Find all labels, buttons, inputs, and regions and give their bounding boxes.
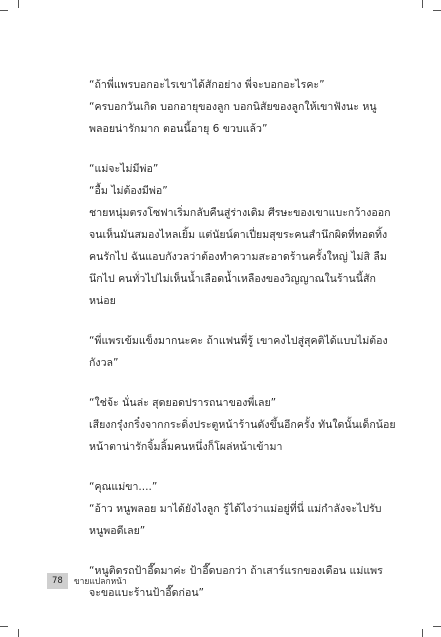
paragraph-1 <box>89 74 379 140</box>
text-line: หน้าตาน่ารักจิ้มลิ้มคนหนึ่งก็โผล่หน้าเข้ามา <box>89 441 283 453</box>
text-line: “คุณแม่ขา....” <box>89 481 158 493</box>
paragraph-4 <box>89 392 396 458</box>
page-number: 78 <box>47 573 68 589</box>
body-text <box>89 74 396 622</box>
text-line: หน่อย <box>89 295 116 307</box>
page-footer <box>47 573 127 589</box>
crop-mark-top-left-v <box>18 0 19 8</box>
paragraph-2 <box>89 158 391 312</box>
crop-mark-bottom-left-v <box>18 629 19 637</box>
paragraph-5 <box>89 476 382 542</box>
text-line: พลอยน่ารักมาก ตอนนี้อายุ 6 ขวบแล้ว” <box>89 123 268 135</box>
text-line: “ถ้าพี่แพรบอกอะไรเขาได้สักอย่าง พี่จะบอกอะไรคะ” <box>89 79 325 91</box>
crop-mark-top-left-h <box>0 10 8 11</box>
text-line: หนูพอดีเลย” <box>89 525 146 537</box>
text-line: “แม่จะไม่มีพ่อ” <box>89 163 159 175</box>
text-line: “อื้ม ไม่ต้องมีพ่อ” <box>89 185 168 197</box>
text-line: ชายหนุ่มตรงโซฟาเริ่มกลับคืนสู่ร่างเดิม ศีรษะของเขาแบะกว้างออก <box>89 207 391 219</box>
text-line: “อ้าว หนูพลอย มาได้ยังไงลูก รู้ได้ไงว่าแม่อยู่ที่นี่ แม่กำลังจะไปรับ <box>89 503 382 515</box>
running-title: ขายแปลกหน้า <box>73 577 127 587</box>
text-line: เสียงกรุ๋งกริ๋งจากกระดิ่งประตูหน้าร้านดังขึ้นอีกครั้ง ทันใดนั้นเด็กน้อย <box>89 419 396 431</box>
text-line: “หนูติดรถป้าอี๊ดมาค่ะ ป้าอี๊ดบอกว่า ถ้าเสาร์แรกของเดือน แม่แพร <box>89 565 383 577</box>
text-line: “ใช่จ้ะ นั่นล่ะ สุดยอดปรารถนาของพี่เลย” <box>89 397 277 409</box>
paragraph-3 <box>89 330 388 374</box>
text-line: นึกไป คนทั่วไปไม่เห็นน้ำเลือดน้ำเหลืองของวิญญาณในร้านนี้สัก <box>89 273 376 285</box>
text-line: จนเห็นมันสมองไหลเยิ้ม แต่นัยน์ตาเปี่ยมสุขระคนสำนึกผิดที่ทอดทิ้ง <box>89 229 388 241</box>
text-line: คนรักไป ฉันแอบกังวลว่าต้องทำความสะอาดร้านครั้งใหญ่ ไม่สิ ลืม <box>89 251 387 263</box>
text-line: “พี่แพรเข้มแข็งมากนะคะ ถ้าแฟนพี่รู้ เขาคงไปสู่สุคติได้แบบไม่ต้อง <box>89 335 388 347</box>
crop-mark-bottom-right-h <box>433 626 441 627</box>
text-line: “ครบอกวันเกิด บอกอายุของลูก บอกนิสัยของลูกให้เขาฟังนะ หนู <box>89 101 377 113</box>
crop-mark-top-right-h <box>433 10 441 11</box>
text-line: จะขอแบะร้านป้าอี๊ดก่อน” <box>89 587 205 599</box>
text-line: กังวล” <box>89 357 119 369</box>
crop-mark-top-right-v <box>422 0 423 8</box>
paragraph-6 <box>89 560 383 604</box>
crop-mark-bottom-right-v <box>422 629 423 637</box>
crop-mark-bottom-left-h <box>0 626 8 627</box>
